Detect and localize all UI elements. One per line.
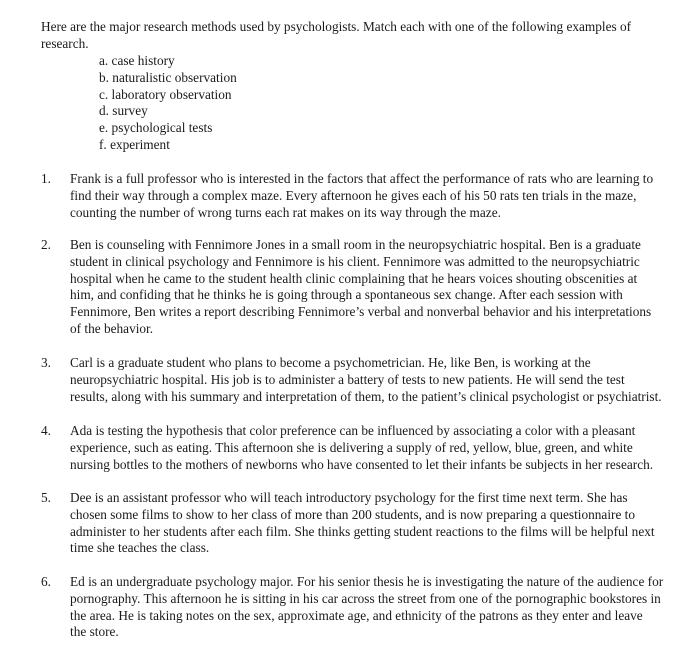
question-line: results, along with his summary and interpretation of them, to the patient’s clinical psychologist or psychiatrist. xyxy=(70,388,662,404)
question-line: the store. xyxy=(70,624,119,640)
method-options-list xyxy=(99,53,237,154)
question-line: chosen some films to show to her class of more than 200 students, and is now preparing a questionnaire to xyxy=(70,506,636,522)
question-number: 4. xyxy=(41,423,51,438)
question-text xyxy=(70,171,695,221)
instructions xyxy=(41,19,686,53)
question-text xyxy=(70,574,695,641)
question-line: find their way through a complex maze. Every afternoon he gives each of his 50 rats ten trials in the maze, xyxy=(70,187,637,203)
instructions-line: Here are the major research methods used by psychologists. Match each with one of the following examples of xyxy=(41,19,632,34)
question-line: of the behavior. xyxy=(70,320,154,336)
question-line: Dee is an assistant professor who will teach introductory psychology for the first time next term. She has xyxy=(70,490,628,505)
question-line: nursing bottles to the mothers of newborns who have consented to let their infants be subjects in her research. xyxy=(70,456,654,472)
question-line: administer to her students after each film. She thinks getting student reactions to the films will be helpful next xyxy=(70,523,655,539)
option-laboratory-observation: c. laboratory observation xyxy=(99,86,232,102)
question-text xyxy=(70,355,695,405)
question-number: 6. xyxy=(41,574,51,589)
option-survey: d. survey xyxy=(99,103,148,119)
question-line: student in clinical psychology and Fennimore is his client. Fennimore was admitted to the neuropsychiatric xyxy=(70,253,640,269)
option-experiment: f. experiment xyxy=(99,136,170,152)
question-number: 3. xyxy=(41,355,51,370)
question-line: the area. He is taking notes on the sex, approximate age, and ethnicity of the patrons as they enter and leave xyxy=(70,607,643,623)
question-line: Frank is a full professor who is interested in the factors that affect the performance of rats who are learning to xyxy=(70,171,654,186)
question-line: hospital when he came to the student health clinic complaining that he hears voices shouting obscenities at xyxy=(70,270,638,286)
question-text xyxy=(70,490,695,557)
question-line: Carl is a graduate student who plans to become a psychometrician. He, like Ben, is working at the xyxy=(70,355,591,370)
question-line: Ada is testing the hypothesis that color preference can be influenced by associating a color with a pleasant xyxy=(70,423,636,438)
question-text xyxy=(70,237,695,338)
question-line: counting the number of wrong turns each rat makes on its way through the maze. xyxy=(70,204,501,220)
instructions-line: research. xyxy=(41,35,89,51)
question-line: neuropsychiatric hospital. His job is to administer a battery of tests to new patients. He will send the test xyxy=(70,371,625,387)
question-number: 5. xyxy=(41,490,51,505)
question-line: experience, such as eating. This afternoon she is delivering a supply of red, yellow, blue, green, and white xyxy=(70,439,633,455)
question-line: him, and confiding that he thinks he is going through a spontaneous sex change. After each session with xyxy=(70,287,623,303)
option-psychological-tests: e. psychological tests xyxy=(99,120,213,136)
question-line: time she teaches the class. xyxy=(70,540,210,556)
question-line: Ed is an undergraduate psychology major. For his senior thesis he is investigating the nature of the audience for xyxy=(70,574,664,589)
question-line: pornography. This afternoon he is sitting in his car across the street from one of the pornographic bookstores in xyxy=(70,590,661,606)
option-case-history: a. case history xyxy=(99,53,175,68)
question-line: Fennimore, Ben writes a report describing Fennimore’s verbal and nonverbal behavior and his interpretations xyxy=(70,304,652,320)
question-number: 1. xyxy=(41,171,51,186)
question-line: Ben is counseling with Fennimore Jones in a small room in the neuropsychiatric hospital. Ben is a graduate xyxy=(70,237,641,252)
question-text xyxy=(70,423,695,473)
option-naturalistic-observation: b. naturalistic observation xyxy=(99,69,237,85)
question-number: 2. xyxy=(41,237,51,252)
